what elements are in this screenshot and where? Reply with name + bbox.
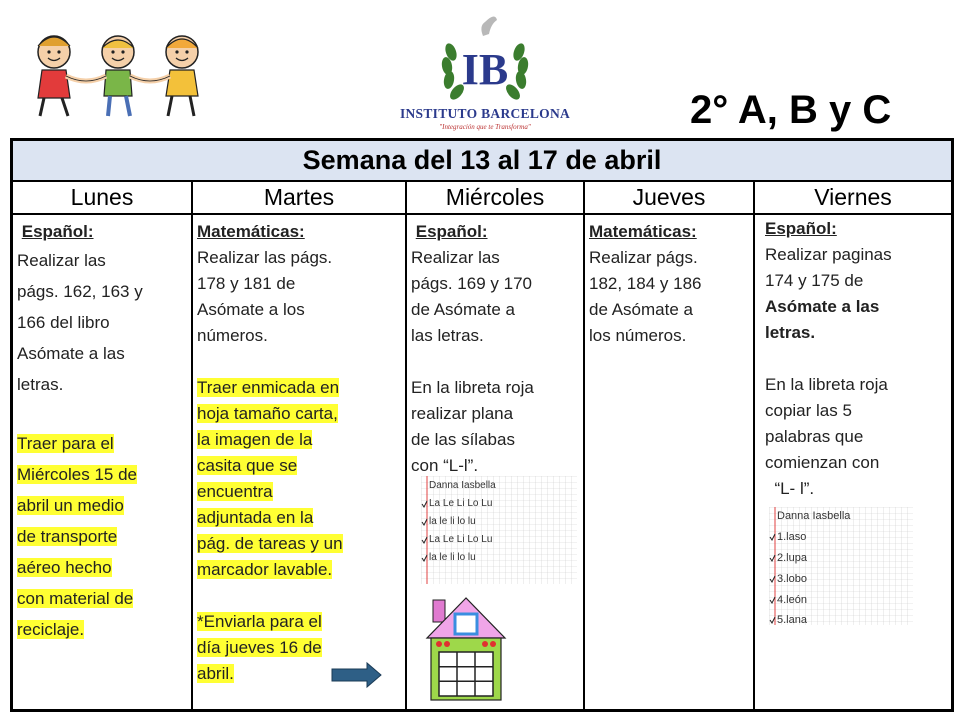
task-line: Realizar las págs.	[197, 248, 333, 267]
svg-text:la le li lo lu: la le li lo lu	[429, 516, 476, 527]
subject-label: Español:	[765, 219, 837, 238]
kids-clipart	[22, 28, 212, 120]
svg-text:5.lana: 5.lana	[777, 614, 807, 625]
task-line: comienzan con	[765, 453, 880, 472]
highlight-line: abril.	[197, 664, 234, 683]
subject-label: Matemáticas:	[197, 222, 305, 241]
task-line: Realizar págs.	[589, 248, 698, 267]
day-header-martes: Martes	[193, 182, 407, 213]
task-line: En la libreta roja	[411, 378, 534, 397]
svg-text:3.lobo: 3.lobo	[777, 573, 807, 585]
highlight-line: abril un medio	[17, 496, 124, 515]
task-line: 178 y 181 de	[197, 274, 296, 293]
highlight-line: reciclaje.	[17, 620, 85, 639]
svg-text:La Le Li Lo Lu: La Le Li Lo Lu	[429, 498, 493, 509]
task-line: copiar las 5	[765, 401, 852, 420]
highlight-line: de transporte	[17, 527, 118, 546]
task-line: letras.	[17, 375, 64, 394]
task-line: de las sílabas	[411, 430, 515, 449]
task-line: números.	[197, 326, 268, 345]
institute-slogan: "Integración que te Transforma"	[439, 123, 531, 131]
column-miercoles	[407, 214, 585, 709]
highlight-line: día jueves 16 de	[197, 638, 322, 657]
highlight-line: Traer para el	[17, 434, 114, 453]
weekly-schedule	[10, 138, 954, 712]
task-line: En la libreta roja	[765, 375, 888, 394]
task-line: “L- l”.	[765, 479, 815, 498]
highlight-line: Traer enmicada en	[197, 378, 340, 397]
highlight-line: aéreo hecho	[17, 558, 112, 577]
task-line: 174 y 175 de	[765, 271, 864, 290]
notebook-sample	[769, 507, 913, 625]
day-header-jueves: Jueves	[585, 182, 755, 213]
subject-label: Español:	[415, 222, 488, 241]
task-line: Asómate a las	[17, 344, 125, 363]
day-header-lunes: Lunes	[13, 182, 193, 213]
column-lunes	[13, 214, 193, 709]
svg-text:IB: IB	[461, 45, 509, 94]
task-line: de Asómate a	[411, 300, 515, 319]
highlight-line: casita que se	[197, 456, 298, 475]
task-line: realizar plana	[411, 404, 514, 423]
svg-text:la le li lo lu: la le li lo lu	[429, 552, 476, 563]
highlight-line: marcador lavable.	[197, 560, 333, 579]
book-title-line: letras.	[765, 323, 816, 342]
task-line: de Asómate a	[589, 300, 693, 319]
task-line: Realizar las	[17, 251, 106, 270]
svg-text:4.león: 4.león	[777, 594, 807, 606]
column-martes	[193, 214, 407, 709]
task-line: Asómate a los	[197, 300, 305, 319]
svg-text:Danna Iasbella: Danna Iasbella	[429, 480, 496, 491]
task-line: Realizar paginas	[765, 245, 892, 264]
svg-text:2.lupa: 2.lupa	[777, 552, 807, 564]
task-line: las letras.	[411, 326, 484, 345]
day-headers	[13, 182, 951, 215]
task-line: los números.	[589, 326, 687, 345]
task-line: 166 del libro	[17, 313, 110, 332]
subject-label: Matemáticas:	[589, 222, 697, 241]
task-line: palabras que	[765, 427, 864, 446]
svg-text:La Le Li Lo Lu: La Le Li Lo Lu	[429, 534, 493, 545]
highlight-line: adjuntada en la	[197, 508, 314, 527]
column-viernes	[755, 214, 951, 709]
highlight-line: Miércoles 15 de	[17, 465, 138, 484]
svg-text:1.laso: 1.laso	[777, 531, 807, 543]
grade-title: 2° A, B y C	[690, 88, 892, 132]
institute-name: INSTITUTO BARCELONA	[399, 106, 571, 121]
book-title-line: Asómate a las	[765, 297, 880, 316]
arrow-right-icon	[331, 661, 383, 689]
house-icon	[425, 594, 507, 702]
day-header-viernes: Viernes	[814, 184, 892, 210]
task-line: págs. 169 y 170	[411, 274, 532, 293]
school-logo	[385, 12, 585, 132]
highlight-line: la imagen de la	[197, 430, 313, 449]
task-line: págs. 162, 163 y	[17, 282, 143, 301]
highlight-line: con material de	[17, 589, 134, 608]
notebook-sample	[421, 476, 577, 584]
highlight-line: *Enviarla para el	[197, 612, 322, 631]
highlight-line: hoja tamaño carta,	[197, 404, 338, 423]
day-header-miercoles: Miércoles	[407, 182, 585, 213]
highlight-line: pág. de tareas y un	[197, 534, 343, 553]
laurel-emblem	[385, 12, 585, 106]
task-line: Realizar las	[411, 248, 500, 267]
subject-label: Español:	[21, 222, 94, 241]
task-line: 182, 184 y 186	[589, 274, 702, 293]
column-jueves	[585, 214, 755, 709]
svg-text:Danna Iasbella: Danna Iasbella	[777, 510, 851, 522]
task-line: con “L-l”.	[411, 456, 479, 475]
week-title: Semana del 13 al 17 de abril	[13, 141, 951, 182]
highlight-line: encuentra	[197, 482, 273, 501]
